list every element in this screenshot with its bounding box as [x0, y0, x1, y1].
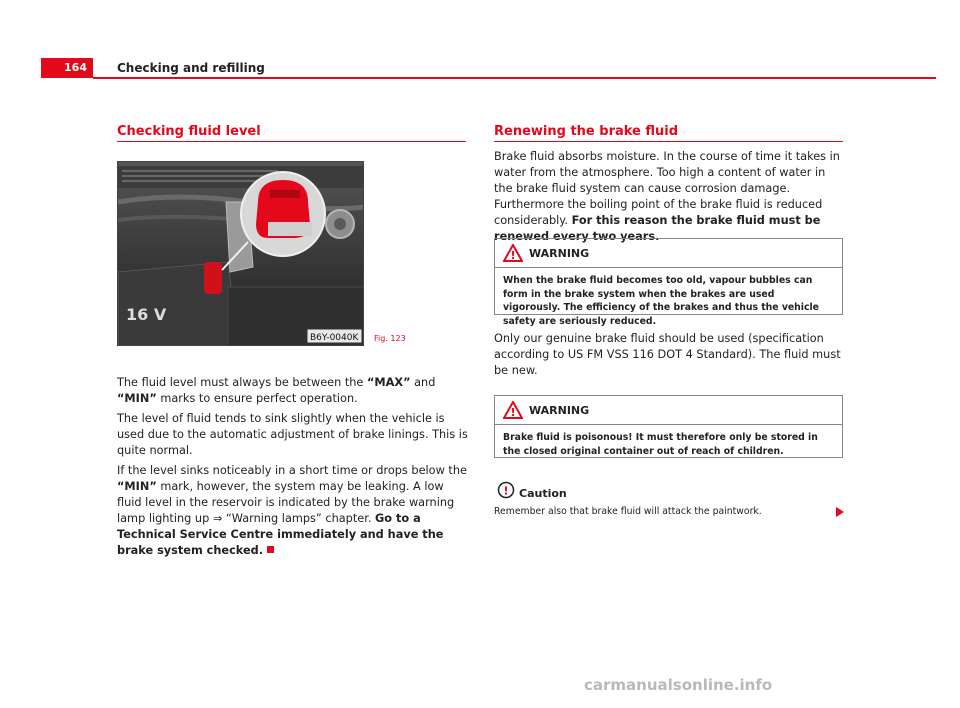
header-rule: [93, 77, 936, 79]
caution-icon: [497, 481, 515, 499]
warning-triangle-icon: [503, 244, 523, 262]
genuine-fluid-paragraph: Only our genuine brake fluid should be used (specification according to US FM VSS 116 DOT 4 Standard). The fluid must be new.: [494, 332, 841, 377]
warning-text: When the brake fluid becomes too old, vapour bubbles can form in the brake system when the brakes are used vigorously. The efficiency of the brakes and thus the vehicle safety are seriously reduced.: [503, 275, 819, 327]
end-of-section-marker: [267, 546, 274, 553]
warning-triangle-icon: [503, 401, 523, 419]
page-title: Checking and refilling: [117, 61, 265, 75]
watermark: carmanualsonline.info: [584, 676, 773, 694]
paragraph-leak-warning: If the level sinks noticeably in a short time or drops below the “MIN” mark, however, the system may be leaking. A low fluid level in the reservoir is indicated by the brake warning lamp lighting up ⇒ “Warning lamps” chapter. Go to a Technical Service Centre immediately and have the brake system checked.: [117, 464, 467, 557]
warning-box-poisonous: [494, 395, 843, 458]
engine-bay-illustration: [118, 162, 364, 346]
section-heading-renewing-fluid: Renewing the brake fluid: [494, 124, 679, 139]
section-heading-checking-fluid: Checking fluid level: [117, 124, 261, 139]
svg-text:!: !: [503, 484, 509, 498]
svg-text:!: !: [510, 406, 516, 419]
warning-title: WARNING: [529, 247, 590, 260]
paragraph-level-sinks: The level of fluid tends to sink slightly when the vehicle is used due to the automatic adjustment of brake linings. This is quite normal.: [117, 412, 468, 457]
brake-fluid-reservoir-figure: [117, 161, 364, 346]
svg-text:!: !: [510, 249, 516, 262]
section-rule-right: [494, 141, 843, 142]
figure-code: B6Y-0040K: [310, 333, 359, 343]
figure-label: Fig. 123: [374, 334, 406, 343]
page-number: 164: [41, 58, 93, 78]
renewing-paragraph: Brake fluid absorbs moisture. In the course of time it takes in water from the atmosphere. Too high a content of water in the brake fluid system can cause corrosion damage. Furthermore the boiling point of the brake fluid is reduced considerably. For this reason the brake fluid must be renewed every two years.: [494, 150, 840, 243]
warning-text: Brake fluid is poisonous! It must therefore only be stored in the closed original container out of reach of children.: [503, 432, 818, 457]
left-body-text: [117, 375, 469, 563]
warning-title: WARNING: [529, 404, 590, 417]
caution-text: Remember also that brake fluid will attack the paintwork.: [494, 506, 762, 517]
caution-title: Caution: [519, 487, 567, 500]
paragraph-level-range: The fluid level must always be between the “MAX” and “MIN” marks to ensure perfect operation.: [117, 376, 436, 405]
continue-arrow-icon: [836, 507, 844, 517]
warning-box-vapour: [494, 238, 843, 327]
figure-badge: 16 V: [126, 305, 167, 324]
section-rule-left: [117, 141, 466, 142]
